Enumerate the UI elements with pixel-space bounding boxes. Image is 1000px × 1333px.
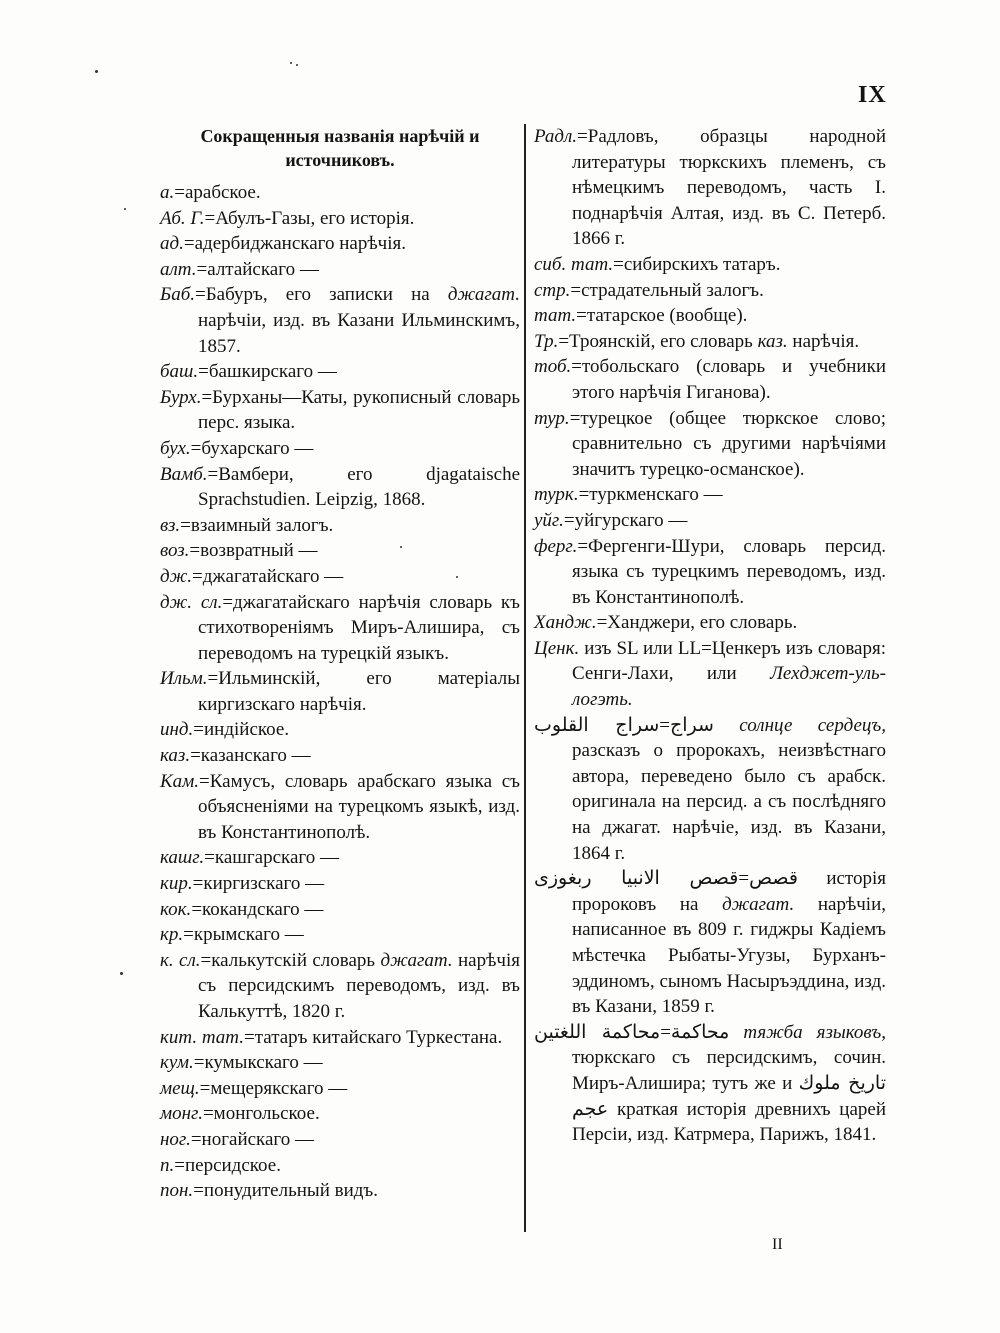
arabic-full-title: سراج القلوب [534, 713, 660, 736]
abbreviation-entry [160, 436, 520, 462]
entry-abbr: дж. сл. [160, 591, 223, 613]
entry-text: =тобольскаго (словарь и учебники этого нарѣчія Гиганова). [571, 356, 886, 403]
page-number: IX [858, 82, 887, 108]
entry-text: =возвратный — [189, 540, 318, 562]
entry-text: =башкирскаго — [198, 361, 337, 383]
entry-italic: Лехджет-уль-логэть. [572, 663, 886, 711]
entry-text: =Абулъ-Газы, его исторія. [204, 207, 415, 229]
entry-abbr: к. сл. [160, 949, 201, 971]
abbreviation-entry [160, 359, 520, 385]
entry-text: =понудительный видъ. [193, 1180, 378, 1202]
entry-text: =Вамбери, его djagataische Sprachstudien. Leipzig, 1868. [198, 463, 520, 511]
abbreviation-entry [160, 1076, 520, 1102]
entry-text: =ногайскаго — [190, 1128, 315, 1150]
entry-text: =Ханджери, его словарь. [596, 612, 798, 634]
abbreviation-entry [160, 1153, 520, 1179]
entry-text: тюркскаго съ персидскимъ, сочин. Миръ-Алишира; тутъ же и [572, 1047, 886, 1094]
entry-text: =адербиджанскаго нарѣчія. [183, 233, 406, 255]
entry-text: =татаръ китайскаго Туркестана. [244, 1026, 503, 1048]
abbreviation-entry [534, 482, 886, 508]
entry-text: =Фергенги-Шури, словарь персид. языка съ турецкимъ переводомъ, изд. въ Константинополѣ. [572, 535, 886, 608]
abbreviation-entry [160, 564, 520, 590]
abbreviation-entry [160, 897, 520, 923]
abbreviation-entry [160, 1178, 520, 1204]
entry-abbr: пон. [160, 1180, 194, 1202]
entry-text: =Бабуръ, его записки на [195, 284, 448, 306]
abbreviation-entry [534, 252, 886, 278]
abbreviation-entry [160, 922, 520, 948]
entry-abbr: ад. [160, 233, 184, 255]
entry-abbr: ферг. [534, 535, 578, 557]
entry-text: =сибирскихъ татаръ. [613, 253, 781, 275]
arabic-full-title: قصص الانبيا ربغوزى [534, 867, 739, 890]
entry-text: =страдательный залогъ. [570, 279, 764, 301]
entry-abbr: Тр. [534, 330, 559, 352]
abbreviation-entry [534, 508, 886, 534]
abbreviation-entry [534, 329, 886, 355]
abbreviation-entry [160, 590, 520, 667]
entry-text: =турецкое (общее тюркское слово; сравнительно съ другими нарѣчіями значитъ турецко-османское). [569, 407, 886, 480]
abbreviation-entry [160, 948, 520, 1025]
abbreviation-entry [160, 769, 520, 846]
entry-abbr: баш. [160, 361, 199, 383]
entry-abbr: сиб. тат. [534, 253, 614, 275]
entry-abbr: тур. [534, 407, 570, 429]
entry-text: =казанскаго — [190, 745, 311, 767]
entry-abbr: Баб. [160, 284, 196, 306]
abbreviation-entry [160, 871, 520, 897]
entry-abbr: п. [160, 1154, 175, 1176]
arabic-entry: سراج=سراج القلوب солнце сердецъ, разсказъ о пророкахъ, неизвѣстнаго автора, переведено было съ арабск. оригинала на персид. а съ послѣдняго на джагат. нарѣчіе, изд. въ Казани, 1864 г. [534, 713, 887, 864]
entry-abbr: турк. [534, 484, 579, 506]
entry-text: =монгольское. [202, 1103, 320, 1125]
abbreviation-entry [534, 278, 886, 304]
abbreviation-entry [160, 717, 520, 743]
entry-text: =кокандскаго — [191, 898, 324, 920]
entry-abbr: Вамб. [160, 463, 208, 485]
abbreviation-entry [534, 124, 886, 252]
abbreviation-entry [534, 354, 886, 405]
entry-italic: джагат. [722, 893, 795, 915]
arabic-title: سراج [669, 713, 714, 736]
entry-text: =кумыкскаго — [193, 1052, 323, 1074]
entry-text: =индійское. [193, 719, 290, 741]
entry-abbr: кр. [160, 924, 184, 946]
abbreviation-entry [534, 610, 886, 636]
abbreviation-entry [534, 303, 886, 329]
abbreviation-entry [160, 282, 520, 359]
entry-abbr: дж. [160, 565, 193, 587]
abbreviation-entry [534, 406, 886, 483]
entry-abbr: кит. тат. [160, 1026, 244, 1048]
entry-abbr: Ценк. [534, 637, 580, 659]
entry-abbr: тат. [534, 305, 577, 327]
entry-abbr: алт. [160, 258, 197, 280]
arabic-entry: محاكمة=محاكمة اللغتين тяжба языковъ, тюркскаго съ персидскимъ, сочин. Миръ-Алишира; тутъ же и تاريخ ملوك عجم краткая исторія древнихъ царей Персіи, изд. Катрмера, Парижъ, 1841. [534, 1020, 886, 1146]
entry-text: =мещерякскаго — [199, 1077, 348, 1099]
arabic-title: قصص [749, 867, 798, 890]
entry-abbr: а. [160, 182, 175, 203]
abbreviation-entry [160, 666, 520, 717]
entry-text: разсказъ о пророкахъ, неизвѣстнаго автора, переведено было съ арабск. оригинала на персид. а съ послѣдняго на джагат. нарѣчіе, изд. въ Казани, 1864 г. [572, 740, 886, 864]
entry-abbr: кум. [160, 1052, 194, 1074]
abbreviation-entry [160, 743, 520, 769]
entry-text: =киргизскаго — [192, 873, 325, 895]
entry-tail: краткая исторія древнихъ царей Персіи, изд. Катрмера, Парижъ, 1841. [572, 1098, 886, 1146]
entry-abbr: инд. [160, 719, 194, 741]
section-heading: Сокращенныя названія нарѣчій и источниковъ. [200, 126, 480, 170]
entry-text: исторія пророковъ на [572, 868, 886, 915]
entry-abbr: мещ. [160, 1077, 200, 1099]
abbreviation-entry [160, 845, 520, 871]
entry-text: =калькутскій словарь [200, 949, 381, 971]
abbreviation-entry [160, 462, 520, 513]
entry-text: =джагатайскаго нарѣчія словарь къ стихотвореніямъ Миръ-Алишира, съ переводомъ на турецкій языкъ. [198, 591, 520, 664]
abbreviation-entry [160, 231, 520, 257]
abbreviation-entry [160, 1025, 520, 1051]
abbreviation-entry [160, 385, 520, 436]
entry-abbr: каз. [160, 745, 191, 767]
abbreviation-entry [160, 538, 520, 564]
entry-abbr: кашг. [160, 847, 205, 869]
left-column [160, 124, 520, 1204]
entry-text: =татарское (вообще). [576, 305, 748, 327]
abbreviation-entry [160, 180, 520, 206]
entry-abbr: Ильм. [160, 668, 208, 690]
entry-text: =туркменскаго — [578, 484, 723, 506]
arabic-full-title: محاكمة اللغتين [534, 1020, 661, 1043]
arabic-title: محاكمة [670, 1020, 730, 1043]
arabic-entry: قصص=قصص الانبيا ربغوزى исторія пророковъ на джагат. нарѣчіи, написанное въ 809 г. гиджры Кадіемъ мѣстечка Рыбаты-Угузы, Бурханъ-эддиномъ, сыномъ Насыръэддина, изд. въ Казани, 1859 г. [534, 867, 887, 1018]
entry-text: =Камусъ, словарь арабскаго языка съ объясненіями на турецкомъ языкѣ, изд. въ Константинополѣ. [198, 770, 520, 843]
entry-italic: джагат. [380, 949, 453, 971]
entry-abbr: кир. [160, 873, 193, 895]
abbreviation-entry [160, 1050, 520, 1076]
entry-italic: джагат. [447, 284, 520, 306]
right-column [534, 124, 886, 1148]
signature-mark: II [772, 1236, 783, 1253]
entry-text: изъ SL или LL=Ценкеръ изъ словаря: Сенги-Лахи, или [572, 637, 886, 685]
abbreviation-entry [160, 1101, 520, 1127]
entry-tail: нарѣчія съ персидскимъ переводомъ, изд. въ Калькуттѣ, 1820 г. [198, 949, 521, 1022]
entry-abbr: вз. [160, 514, 181, 536]
entry-tail: нарѣчіи, изд. въ Казани Ильминскимъ, 1857. [198, 309, 520, 357]
entry-abbr: Радл. [534, 126, 578, 147]
entry-abbr: Хандж. [534, 612, 597, 634]
entry-italic: каз. [757, 330, 788, 352]
abbreviation-entry [534, 534, 886, 611]
entry-text: =персидское. [174, 1154, 281, 1176]
entry-tail: нарѣчіи, написанное въ 809 г. гиджры Кадіемъ мѣстечка Рыбаты-Угузы, Бурханъ-эддиномъ, сыномъ Насыръэддина, изд. въ Казани, 1859 г. [572, 893, 887, 1018]
entry-text: =взаимный залогъ. [180, 514, 334, 536]
entry-text: =джагатайскаго — [192, 565, 344, 587]
entry-text: =Троянскій, его словарь [558, 330, 758, 352]
entry-abbr: бух. [160, 437, 191, 459]
abbreviation-entry [534, 636, 886, 713]
entry-abbr: воз. [160, 540, 190, 562]
column-divider [524, 124, 526, 1232]
entry-abbr: монг. [160, 1103, 203, 1125]
entry-abbr: уйг. [534, 509, 564, 531]
entry-text: =бухарскаго — [190, 437, 314, 459]
entry-abbr: Аб. Г. [160, 207, 205, 229]
entry-abbr: кок. [160, 898, 192, 920]
entry-text: =Радловъ, образцы народной литературы тюркскихъ племенъ, съ нѣмецкимъ переводомъ, часть I. поднарѣчія Алтая, изд. въ С. Петерб. 1866 г. [572, 126, 886, 250]
entry-text: =Бурханы—Каты, рукописный словарь перс. языка. [198, 386, 520, 434]
entry-text: =крымскаго — [183, 924, 304, 946]
abbreviation-entry [160, 1127, 520, 1153]
entry-abbr: тоб. [534, 356, 572, 378]
entry-text: =уйгурскаго — [563, 509, 688, 531]
abbreviation-entry [160, 206, 520, 232]
entry-tail: нарѣчія. [787, 330, 860, 352]
entry-italic: солнце сердецъ, [739, 714, 887, 736]
entry-text: =Ильминскій, его матеріалы киргизскаго нарѣчія. [198, 668, 520, 715]
entry-abbr: Кам. [160, 770, 199, 792]
entry-abbr: Бурх. [160, 386, 202, 408]
entry-text: =арабское. [174, 182, 261, 203]
abbreviation-entry [160, 257, 520, 283]
entry-text: =кашгарскаго — [204, 847, 339, 869]
entry-abbr: стр. [534, 279, 571, 301]
arabic-subtitle: تاريخ ملوك عجم [572, 1071, 886, 1120]
entry-abbr: ног. [160, 1128, 191, 1150]
entry-text: =алтайскаго — [196, 258, 319, 280]
entry-italic: тяжба языковъ, [743, 1021, 886, 1043]
abbreviation-entry [160, 513, 520, 539]
